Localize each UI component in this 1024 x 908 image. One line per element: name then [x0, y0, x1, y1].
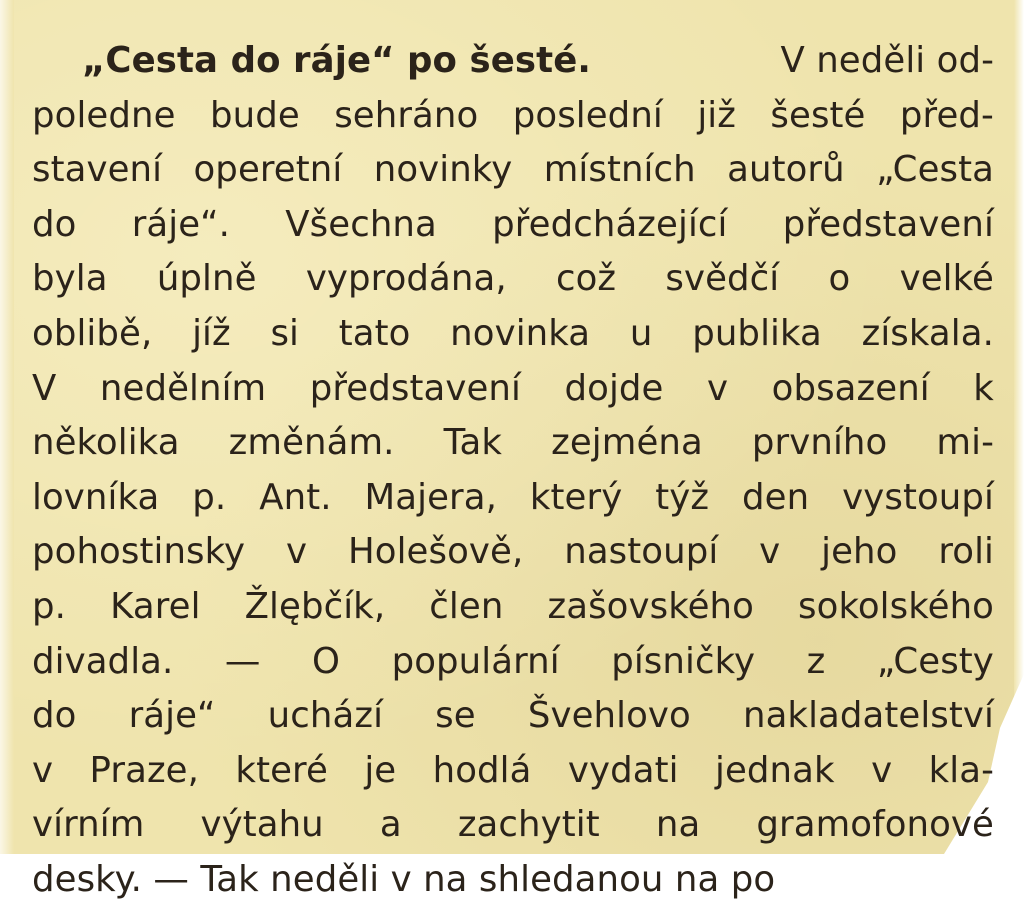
article-word: před-	[899, 94, 994, 136]
article-word: kla-	[928, 749, 994, 791]
article-word: představení	[309, 367, 521, 409]
article-word: což	[555, 258, 617, 300]
article-word: hodlá	[432, 749, 532, 791]
article-line-15	[32, 798, 994, 853]
article-word: na	[655, 804, 701, 846]
article-word: poledne	[32, 94, 176, 136]
article-body	[32, 34, 994, 908]
article-word: lovníka	[32, 476, 160, 518]
article-word: poslední	[512, 94, 663, 136]
article-word: písničky	[611, 640, 756, 682]
article-line-16	[32, 853, 994, 908]
article-word: zachytit	[457, 804, 600, 846]
article-word: se	[435, 695, 476, 737]
article-word: Ant.	[259, 476, 332, 518]
article-line-14	[32, 744, 994, 799]
article-word: oblibě,	[32, 312, 153, 354]
article-line-13	[32, 689, 994, 744]
article-word: gramofonové	[756, 804, 994, 846]
article-word: změnám.	[228, 422, 395, 464]
article-word: O	[312, 640, 341, 682]
article-word: týž	[655, 476, 710, 518]
article-word: stavení	[32, 149, 163, 191]
article-word: zejména	[551, 422, 703, 464]
article-word: jednak	[715, 749, 835, 791]
article-word: v	[707, 367, 729, 409]
article-word: prvního	[751, 422, 888, 464]
article-word: v	[286, 531, 308, 573]
article-word: populární	[391, 640, 560, 682]
article-line-5	[32, 252, 994, 307]
article-line-10	[32, 525, 994, 580]
article-word: den	[742, 476, 810, 518]
article-line-8	[32, 416, 994, 471]
article-headline: „Cesta do ráje“ po šesté.	[82, 40, 591, 81]
article-word: jeho	[821, 531, 898, 573]
article-word: výtahu	[200, 804, 324, 846]
article-word: v	[759, 531, 781, 573]
article-word: představení	[782, 203, 994, 245]
article-word: místních	[543, 149, 696, 191]
article-word: vyprodána,	[305, 258, 507, 300]
article-word: svědčí	[665, 258, 780, 300]
article-word: autorů	[727, 149, 845, 191]
article-word: novinky	[373, 149, 513, 191]
article-word: v	[871, 749, 893, 791]
article-word: pohostinsky	[32, 531, 246, 573]
article-word: sokolského	[798, 585, 994, 627]
article-word: vírním	[32, 804, 145, 846]
article-line-text: desky. — Tak neděli v na shledanou na po	[32, 858, 776, 900]
article-word: „Cesty	[876, 640, 994, 682]
article-word: několika	[32, 422, 180, 464]
article-word: „Cesta	[876, 149, 994, 191]
article-word: Švehlovo	[527, 695, 691, 737]
article-line-4	[32, 198, 994, 253]
article-word: operetní	[193, 149, 343, 191]
article-line-text: V neděli od-	[780, 40, 994, 81]
article-word: Majera,	[364, 476, 497, 518]
article-word: mi-	[936, 422, 994, 464]
article-word: získala.	[861, 312, 994, 354]
article-word: v	[32, 749, 54, 791]
article-word: ráje“	[128, 695, 216, 737]
article-word: publika	[692, 312, 822, 354]
article-word: jíž	[192, 312, 231, 354]
article-word: do	[32, 695, 77, 737]
article-word: dojde	[564, 367, 664, 409]
article-line-3	[32, 143, 994, 198]
article-word: uchází	[267, 695, 384, 737]
article-word: o	[828, 258, 851, 300]
article-word: si	[270, 312, 300, 354]
paper-left-edge	[0, 0, 14, 854]
article-word: V	[32, 367, 57, 409]
article-word: roli	[938, 531, 994, 573]
article-word: u	[629, 312, 653, 354]
article-word: nastoupí	[564, 531, 719, 573]
article-word: do	[32, 203, 77, 245]
article-word: bude	[209, 94, 300, 136]
article-word: předcházející	[492, 203, 728, 245]
article-word: vydati	[567, 749, 679, 791]
article-word: vystoupí	[842, 476, 994, 518]
article-word: k	[973, 367, 994, 409]
article-line-7	[32, 362, 994, 417]
article-word: a	[379, 804, 402, 846]
article-word: Praze,	[89, 749, 200, 791]
article-word: již	[697, 94, 736, 136]
article-word: člen	[429, 585, 504, 627]
article-word: nakladatelství	[742, 695, 994, 737]
article-line-11	[32, 580, 994, 635]
article-word: p.	[192, 476, 227, 518]
article-word: tato	[338, 312, 411, 354]
article-word: sehráno	[334, 94, 479, 136]
article-line-9	[32, 471, 994, 526]
article-word: šesté	[770, 94, 866, 136]
article-word: je	[364, 749, 397, 791]
article-word: které	[235, 749, 328, 791]
article-line-1	[32, 34, 994, 89]
article-line-2	[32, 89, 994, 144]
article-word: úplně	[156, 258, 257, 300]
article-word: ráje“.	[131, 203, 231, 245]
article-word: byla	[32, 258, 108, 300]
article-word: nedělním	[99, 367, 267, 409]
article-word: který	[529, 476, 623, 518]
article-word: —	[224, 640, 261, 682]
article-word: Tak	[443, 422, 503, 464]
article-word: Všechna	[285, 203, 437, 245]
article-word: zašovského	[547, 585, 754, 627]
article-line-12	[32, 635, 994, 690]
article-word: obsazení	[771, 367, 930, 409]
article-word: novinka	[450, 312, 591, 354]
article-word: velké	[899, 258, 994, 300]
article-word: Holešově,	[347, 531, 524, 573]
article-word: Karel	[110, 585, 201, 627]
article-word: p.	[32, 585, 67, 627]
article-word: z	[806, 640, 826, 682]
article-word: divadla.	[32, 640, 174, 682]
article-line-6	[32, 307, 994, 362]
article-word: Žlębčík,	[244, 585, 386, 627]
